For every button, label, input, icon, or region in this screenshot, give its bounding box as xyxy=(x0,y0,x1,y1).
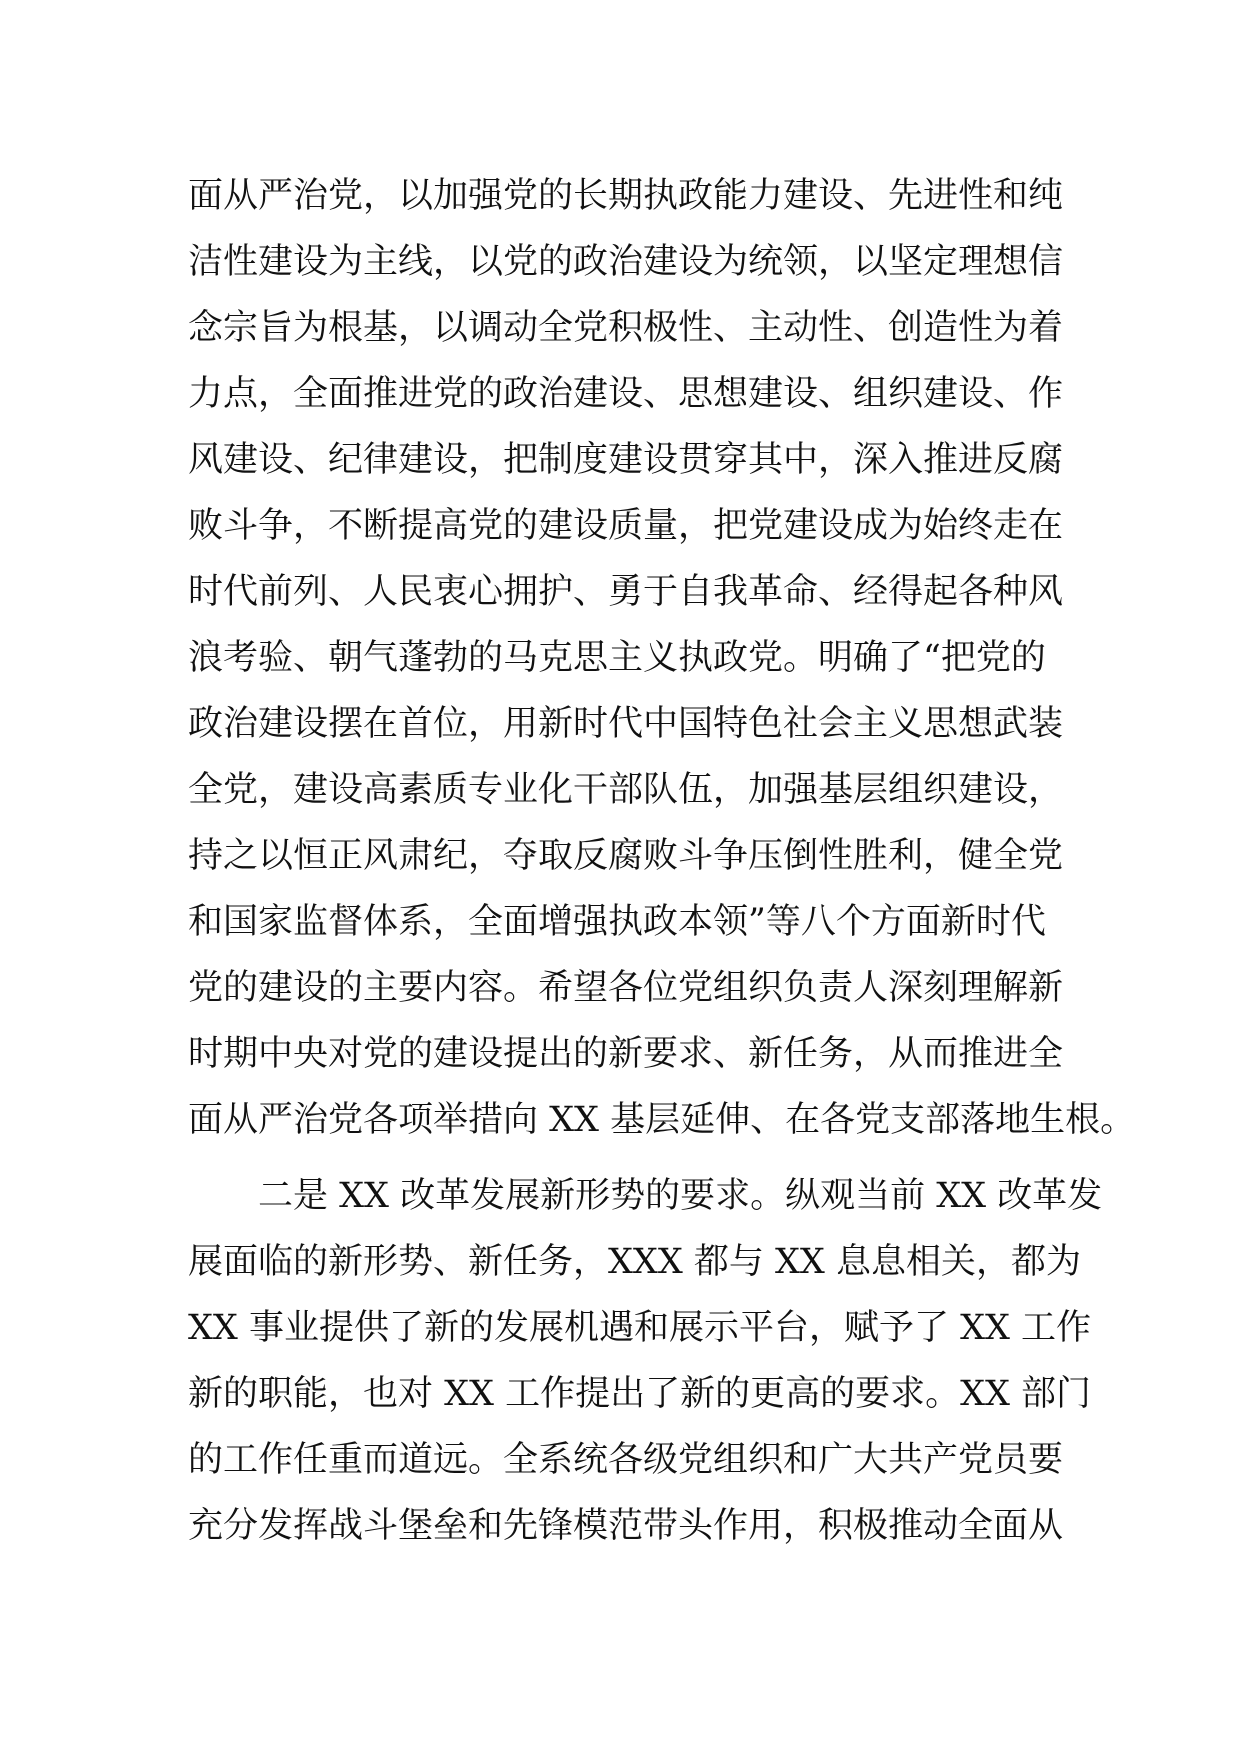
text-line: 党的建设的主要内容。希望各位党组织负责人深刻理解新 xyxy=(188,968,1064,1008)
paragraph-1 xyxy=(188,163,1136,1153)
text-line: 充分发挥战斗堡垒和先锋模范带头作用，积极推动全面从 xyxy=(188,1506,1064,1546)
text-line: 风建设、纪律建设，把制度建设贯穿其中，深入推进反腐 xyxy=(188,440,1064,480)
text-line: 全党，建设高素质专业化干部队伍，加强基层组织建设， xyxy=(188,770,1064,810)
text-line: 的工作任重而道远。全系统各级党组织和广大共产党员要 xyxy=(188,1440,1064,1480)
text-line: 浪考验、朝气蓬勃的马克思主义执政党。明确了“把党的 xyxy=(188,638,1046,678)
text-line: 力点，全面推进党的政治建设、思想建设、组织建设、作 xyxy=(188,374,1064,414)
text-line: 时期中央对党的建设提出的新要求、新任务，从而推进全 xyxy=(188,1034,1064,1074)
paragraph-2 xyxy=(188,1163,1103,1559)
text-line: 洁性建设为主线，以党的政治建设为统领，以坚定理想信 xyxy=(188,242,1064,282)
text-line: 面从严治党，以加强党的长期执政能力建设、先进性和纯 xyxy=(188,176,1064,216)
text-line: 二是 XX 改革发展新形势的要求。纵观当前 XX 改革发 xyxy=(188,1176,1103,1216)
text-line: 面从严治党各项举措向 XX 基层延伸、在各党支部落地生根。 xyxy=(188,1100,1136,1140)
text-line: 展面临的新形势、新任务，XXX 都与 XX 息息相关，都为 xyxy=(188,1242,1081,1282)
text-line: XX 事业提供了新的发展机遇和展示平台，赋予了 XX 工作 xyxy=(188,1308,1092,1348)
text-line: 和国家监督体系，全面增强执政本领”等八个方面新时代 xyxy=(188,902,1046,942)
text-line: 时代前列、人民衷心拥护、勇于自我革命、经得起各种风 xyxy=(188,572,1064,612)
text-line: 念宗旨为根基，以调动全党积极性、主动性、创造性为着 xyxy=(188,308,1064,348)
text-line: 新的职能，也对 XX 工作提出了新的更高的要求。XX 部门 xyxy=(188,1374,1092,1414)
text-line: 持之以恒正风肃纪，夺取反腐败斗争压倒性胜利，健全党 xyxy=(188,836,1064,876)
text-line: 政治建设摆在首位，用新时代中国特色社会主义思想武装 xyxy=(188,704,1064,744)
text-line: 败斗争，不断提高党的建设质量，把党建设成为始终走在 xyxy=(188,506,1064,546)
